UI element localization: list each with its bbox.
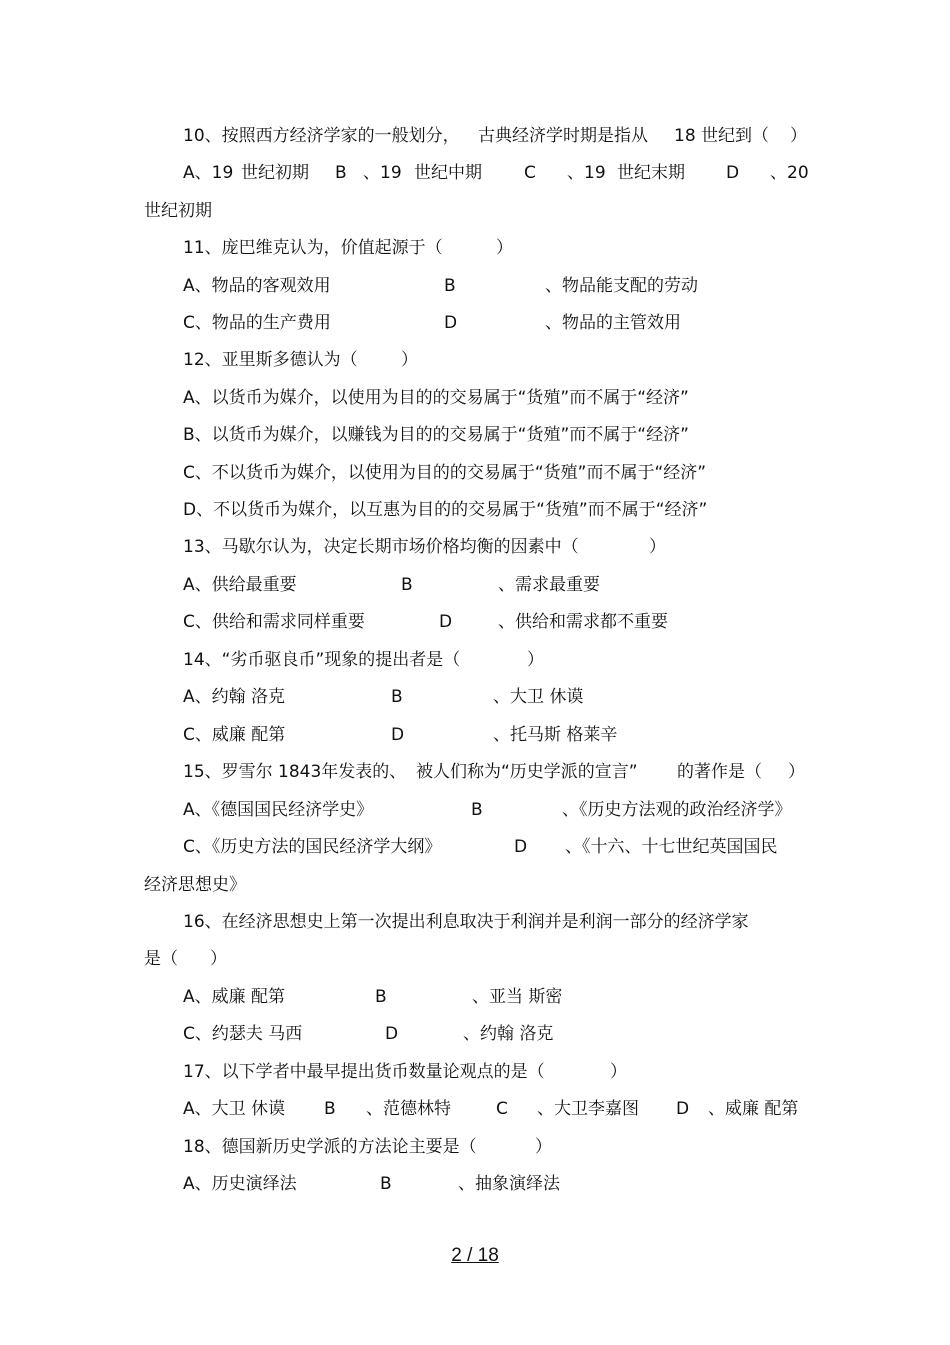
q12-paren-close: ） <box>401 350 418 370</box>
page-number <box>0 1245 950 1267</box>
q10-paren-close: ） <box>790 126 807 146</box>
q14-option-b-text: 、大卫 休谟 <box>493 687 584 707</box>
q14-option-c: C、威廉 配第 <box>183 725 286 745</box>
q11-option-b-letter: B <box>444 276 456 296</box>
q12-option-a: A、以货币为媒介，以使用为目的的交易属于“货殖”而不属于“经济” <box>183 388 689 408</box>
q15-option-d-letter: D <box>514 837 528 857</box>
q10-option-a-text: 世纪初期 <box>241 163 309 183</box>
q16-text-cont: 是（ <box>144 949 178 969</box>
q10-option-d-text: 世纪初期 <box>144 201 212 221</box>
q17-option-c-letter: C <box>496 1099 508 1119</box>
q11-option-c: C、物品的生产费用 <box>183 313 331 333</box>
q18-option-b-text: 、抽象演绎法 <box>458 1174 560 1194</box>
q15-text-a: 15、罗雪尔 1843年发表的、 <box>183 762 407 782</box>
q15-option-d-text-cont: 经济思想史》 <box>144 875 246 895</box>
q10-option-b-letter: B <box>335 163 347 183</box>
q12-option-d: D、不以货币为媒介，以互惠为目的的交易属于“货殖”而不属于“经济” <box>183 500 708 520</box>
q17-option-b-letter: B <box>324 1099 336 1119</box>
q13-option-b-letter: B <box>401 575 413 595</box>
q11-option-d-text: 、物品的主管效用 <box>545 313 681 333</box>
q11-option-a: A、物品的客观效用 <box>183 276 331 296</box>
q16-option-d-text: 、约翰 洛克 <box>463 1024 554 1044</box>
q13-paren-close: ） <box>649 537 666 557</box>
q10-option-c-letter: C <box>524 163 536 183</box>
q12-option-b: B、以货币为媒介，以赚钱为目的的交易属于“货殖”而不属于“经济” <box>183 425 689 445</box>
q13-option-a: A、供给最重要 <box>183 575 297 595</box>
q18-paren-close: ） <box>535 1137 552 1157</box>
q11-option-d-letter: D <box>444 313 458 333</box>
q15-option-b-letter: B <box>471 800 483 820</box>
q16-option-d-letter: D <box>385 1024 399 1044</box>
q10-option-c-num: 、19 <box>567 163 606 183</box>
q18-option-b-letter: B <box>380 1174 392 1194</box>
q10-text-c: 18 世纪到（ <box>674 126 770 146</box>
q15-text-b: 被人们称为“历史学派的宣言” <box>416 762 638 782</box>
q18-option-a: A、历史演绎法 <box>183 1174 297 1194</box>
q10-option-d-letter: D <box>726 163 740 183</box>
q14-option-a: A、约翰 洛克 <box>183 687 286 707</box>
q17-paren-close: ） <box>610 1062 627 1082</box>
q17-option-c-text: 、大卫李嘉图 <box>537 1099 639 1119</box>
page-number-text: 2 / 18 <box>451 1245 499 1266</box>
q14-text: 14、“劣币驱良币”现象的提出者是（ <box>183 650 461 670</box>
q16-paren-close: ） <box>210 949 227 969</box>
q15-option-a: A、《德国国民经济学史》 <box>183 800 374 820</box>
q10-text-a: 10、按照西方经济学家的一般划分， <box>183 126 460 146</box>
q10-option-b-text: 世纪中期 <box>414 163 482 183</box>
q16-option-b-letter: B <box>375 987 387 1007</box>
q14-option-b-letter: B <box>391 687 403 707</box>
q18-text: 18、德国新历史学派的方法论主要是（ <box>183 1137 477 1157</box>
q13-option-d-letter: D <box>439 612 453 632</box>
q11-text: 11、庞巴维克认为，价值起源于（ <box>183 238 443 258</box>
q16-option-a: A、威廉 配第 <box>183 987 286 1007</box>
q17-option-b-text: 、范德林特 <box>366 1099 451 1119</box>
q10-option-c-text: 世纪末期 <box>617 163 685 183</box>
question-16: 16、在经济思想史上第一次提出利息取决于利润并是利润一部分的经济学家 <box>183 912 749 932</box>
q17-text: 17、以下学者中最早提出货币数量论观点的是（ <box>183 1062 545 1082</box>
q16-option-c: C、约瑟夫 马西 <box>183 1024 303 1044</box>
q11-option-b-text: 、物品能支配的劳动 <box>545 276 698 296</box>
q13-option-d-text: 、供给和需求都不重要 <box>498 612 668 632</box>
q10-text-b: 古典经济学时期是指从 <box>478 126 648 146</box>
q13-text: 13、马歇尔认为，决定长期市场价格均衡的因素中（ <box>183 537 579 557</box>
q15-option-b-text: 、《历史方法观的政治经济学》 <box>562 800 792 820</box>
q10-option-b-num: 、19 <box>363 163 402 183</box>
q13-option-c: C、供给和需求同样重要 <box>183 612 365 632</box>
q15-paren-close: ） <box>788 762 805 782</box>
q15-text-c: 的著作是（ <box>677 762 762 782</box>
q15-option-d-text: 、《十六、十七世纪英国国民 <box>565 837 778 857</box>
q16-option-b-text: 、亚当 斯密 <box>472 987 563 1007</box>
q17-option-d-text: 、威廉 配第 <box>708 1099 799 1119</box>
q17-option-d-letter: D <box>676 1099 690 1119</box>
q10-option-d-num: 、20 <box>770 163 809 183</box>
q13-option-b-text: 、需求最重要 <box>498 575 600 595</box>
q10-option-a-num: A、19 <box>183 163 234 183</box>
q12-option-c: C、不以货币为媒介，以使用为目的的交易属于“货殖”而不属于“经济” <box>183 463 707 483</box>
q14-option-d-text: 、托马斯 格莱辛 <box>493 725 618 745</box>
q14-paren-close: ） <box>527 650 544 670</box>
q11-paren-close: ） <box>496 238 513 258</box>
q12-text: 12、亚里斯多德认为（ <box>183 350 358 370</box>
q14-option-d-letter: D <box>391 725 405 745</box>
q17-option-a: A、大卫 休谟 <box>183 1099 286 1119</box>
q15-option-c: C、《历史方法的国民经济学大纲》 <box>183 837 442 857</box>
